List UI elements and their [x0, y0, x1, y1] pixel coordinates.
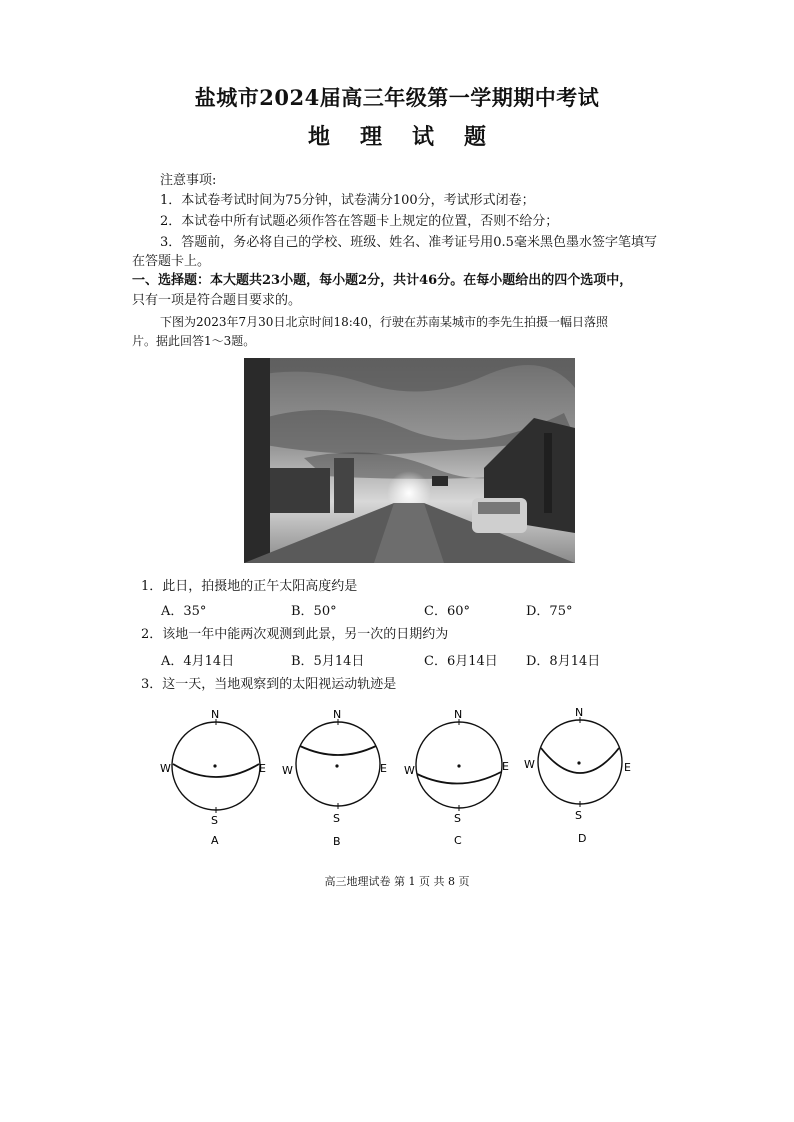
diagram-d-west-label: W: [524, 758, 535, 771]
question-1-stem: 1．此日，拍摄地的正午太阳高度约是: [141, 579, 358, 594]
diagram-c-south-label: S: [454, 812, 461, 825]
diagram-a-west-label: W: [160, 762, 171, 775]
question-2-option-d: D．8月14日: [526, 654, 601, 669]
diagram-b-north-label: N: [333, 708, 342, 721]
note-item-3-cont: 在答题卡上。: [132, 254, 211, 269]
sunset-photo-illustration: [244, 358, 575, 563]
section-instructions-1: [132, 271, 632, 291]
diagram-c-west-label: W: [404, 764, 415, 777]
diagram-d-north-label: N: [575, 706, 584, 719]
diagram-d-east-label: E: [624, 761, 631, 774]
diagram-a-east-label: E: [259, 762, 266, 775]
question-1-option-a: A．35°: [161, 604, 207, 619]
question-1-option-d: D．75°: [526, 604, 573, 619]
diagram-b-south-label: S: [333, 812, 340, 825]
question-2-option-b: B．5月14日: [291, 654, 365, 669]
diagram-b-east-label: E: [380, 762, 387, 775]
question-2-option-a: A．4月14日: [161, 654, 235, 669]
question-1-option-b: B．50°: [291, 604, 337, 619]
question-1-option-c: C．60°: [424, 604, 470, 619]
diagram-b-label: B: [333, 835, 341, 848]
note-item-1: 1．本试卷考试时间为75分钟，试卷满分100分，考试形式闭卷；: [160, 193, 535, 208]
subject-title: 地理试题: [307, 124, 516, 150]
note-item-2: 2．本试卷中所有试题必须作答在答题卡上规定的位置，否则不给分；: [160, 214, 559, 229]
sun-path-diagram-c: [403, 708, 523, 848]
sun-path-diagram-a: [160, 708, 280, 848]
page-footer: 高三地理试卷 第 1 页 共 8 页: [324, 875, 470, 888]
exam-title: 盐城市2024届高三年级第一学期期中考试: [194, 85, 600, 110]
question-2-option-c: C．6月14日: [424, 654, 498, 669]
diagram-a-label: A: [211, 834, 219, 847]
sun-path-diagram-b: [282, 708, 402, 848]
sun-path-diagram-d: [524, 706, 644, 846]
intro-line-2: 片。据此回答1～3题。: [132, 334, 256, 348]
sunset-photo: [244, 358, 575, 563]
intro-line-1: 下图为2023年7月30日北京时间18:40，行驶在苏南某城市的李先生拍摄一幅日落照: [160, 315, 609, 329]
diagram-c-east-label: E: [502, 760, 509, 773]
section-instructions-2: 只有一项是符合题目要求的。: [132, 293, 302, 308]
section-instructions-text: 一、选择题：本大题共23小题，每小题2分，共计46分。在每小题给出的四个选项中，: [132, 273, 633, 288]
diagram-a-north-label: N: [211, 708, 220, 721]
diagram-b-west-label: W: [282, 764, 293, 777]
diagram-d-south-label: S: [575, 809, 582, 822]
note-item-3: 3．答题前，务必将自己的学校、班级、姓名、准考证号用0.5毫米黑色墨水签字笔填写: [160, 235, 657, 250]
diagram-c-label: C: [454, 834, 462, 847]
notes-heading: 注意事项:: [160, 173, 217, 188]
diagram-d-label: D: [578, 832, 587, 845]
question-3-stem: 3．这一天，当地观察到的太阳视运动轨迹是: [141, 677, 397, 692]
diagram-a-south-label: S: [211, 814, 218, 827]
diagram-c-north-label: N: [454, 708, 463, 721]
question-2-stem: 2．该地一年中能两次观测到此景，另一次的日期约为: [141, 627, 449, 642]
